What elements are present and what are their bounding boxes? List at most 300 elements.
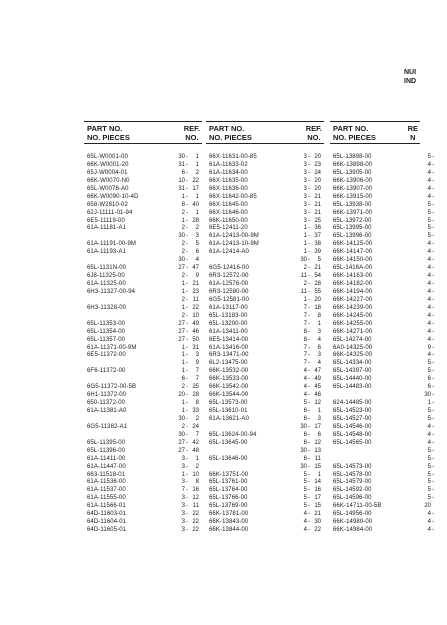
table-row: [330, 217, 434, 226]
ref-number: [297, 313, 323, 321]
part-number: 61A-11371-00-9M: [87, 344, 137, 351]
ref-number: [175, 368, 201, 376]
ref-item: 5: [317, 257, 321, 264]
ref-item: 40: [192, 201, 199, 208]
ref-dash: -: [432, 495, 434, 502]
parts-list: [84, 154, 202, 535]
ref-dash: -: [432, 368, 434, 375]
ref-dash: -: [308, 376, 310, 383]
parts-list: [330, 154, 434, 535]
part-number: 61A-13117-00: [209, 304, 248, 311]
ref-number: [421, 186, 447, 194]
table-row: [330, 273, 434, 281]
part-number: 6L2-13475-00: [209, 360, 248, 367]
ref-number: [297, 265, 323, 273]
ref-figure: 4: [427, 288, 431, 295]
table-row: [206, 424, 324, 432]
ref-number: [421, 424, 447, 432]
ref-figure: 10: [178, 177, 185, 184]
ref-dash: -: [308, 392, 310, 399]
table-row: [206, 249, 324, 257]
part-number: 65L-14578-00: [333, 471, 372, 478]
ref-dash: -: [186, 288, 188, 295]
ref-number: [421, 352, 447, 360]
ref-dash: -: [186, 296, 188, 303]
part-number: 66K-13542-00: [209, 384, 249, 391]
table-row: [84, 162, 202, 170]
ref-dash: -: [308, 201, 310, 208]
table-row: [84, 432, 202, 440]
ref-number: [175, 360, 201, 368]
ref-item: 22: [192, 511, 199, 518]
table-row: [206, 257, 324, 265]
ref-number: [175, 329, 201, 337]
ref-number: [175, 337, 201, 345]
ref-dash: -: [308, 265, 310, 272]
table-row: [84, 479, 202, 487]
part-number: 65L-1131N-00: [87, 265, 127, 272]
ref-figure: 1: [303, 233, 307, 240]
ref-number: [421, 464, 447, 472]
part-number: 6E5-11119-00: [87, 217, 125, 224]
part-number: 66K-14711-00-5B: [333, 503, 382, 510]
table-row: [84, 241, 202, 249]
part-number: 66K-14163-00: [333, 273, 373, 280]
table-row: [84, 337, 202, 345]
ref-figure: 4: [427, 265, 431, 272]
ref-item: 2: [195, 169, 199, 176]
part-number: 65L-14483-00: [333, 384, 372, 391]
ref-number: [297, 432, 323, 440]
part-number: 65L-14565-00: [333, 439, 372, 446]
part-number: 66K-14239-00: [333, 304, 373, 311]
ref-figure: 1: [181, 360, 185, 367]
ref-figure: 11: [300, 288, 307, 295]
ref-dash: -: [186, 161, 188, 168]
table-row: [84, 392, 202, 400]
header-pieces-line: NO. PIECES: [87, 133, 130, 142]
table-row: [330, 368, 434, 376]
ref-item: 25: [192, 384, 199, 391]
table-row: [206, 265, 324, 273]
ref-figure: 5: [427, 368, 431, 375]
ref-dash: -: [308, 185, 310, 192]
ref-dash: -: [308, 527, 310, 534]
ref-number: [175, 519, 201, 527]
part-number: 65L-13624-00-94: [209, 431, 257, 438]
ref-number: [421, 170, 447, 178]
ref-item: 28: [192, 392, 199, 399]
part-number: 65L-13183-00: [209, 312, 248, 319]
table-row: [330, 471, 434, 480]
part-number: 65L-14548-00: [333, 431, 372, 438]
part-number: 65L-11395-00: [87, 439, 126, 446]
ref-dash: -: [432, 320, 434, 327]
ref-item: 22: [192, 519, 199, 526]
ref-figure: 27: [178, 320, 185, 327]
table-row: [84, 281, 202, 289]
ref-dash: -: [186, 312, 188, 319]
ref-figure: 3: [181, 455, 185, 462]
ref-number: [421, 257, 447, 265]
part-number: 66K-W0090-10-4D: [87, 193, 139, 200]
ref-dash: -: [432, 519, 434, 526]
ref-item: 21: [192, 281, 199, 287]
part-number: 66K-W0001-20: [87, 161, 129, 168]
ref-dash: -: [308, 161, 310, 168]
part-number: 6E5-13414-00: [209, 336, 249, 343]
table-row: [206, 376, 324, 384]
ref-figure: 3: [181, 503, 185, 510]
ref-dash: -: [432, 487, 434, 494]
ref-dash: -: [308, 519, 310, 526]
table-row: [330, 463, 434, 472]
ref-dash: -: [432, 201, 434, 208]
ref-figure: 3: [303, 177, 307, 184]
ref-number: [297, 162, 323, 170]
part-number: 65L-13766-00: [209, 495, 248, 502]
ref-dash: -: [186, 185, 188, 192]
ref-item: 28: [192, 217, 199, 224]
ref-number: [175, 289, 201, 297]
ref-item: 3: [195, 352, 199, 359]
ref-dash: -: [308, 288, 310, 295]
part-number: 61A-11381-A0: [87, 408, 127, 414]
ref-dash: -: [432, 336, 434, 343]
table-row: [206, 313, 324, 321]
table-row: [84, 487, 202, 495]
ref-item: 20: [314, 177, 321, 184]
ref-number: [297, 527, 323, 535]
part-number: 66K-14147-00: [333, 249, 373, 256]
table-row: [84, 352, 202, 360]
ref-item: 2: [195, 463, 199, 470]
ref-number: [175, 178, 201, 186]
ref-dash: -: [432, 376, 434, 383]
ref-item: 21: [314, 193, 321, 200]
table-row: [330, 503, 431, 511]
ref-figure: 27: [178, 447, 185, 454]
table-row: [206, 464, 324, 472]
part-number: 61A-11633-02: [209, 161, 248, 168]
ref-figure: 30: [300, 423, 307, 430]
ref-figure: 2: [181, 249, 185, 256]
part-number: 61A-11325-00: [87, 281, 126, 287]
ref-number: [297, 424, 323, 432]
ref-item: 30: [314, 519, 321, 526]
ref-figure: 7: [303, 352, 307, 359]
ref-figure: 4: [427, 320, 431, 327]
ref-dash: -: [308, 423, 310, 430]
part-number: 6A0-14325-00: [333, 344, 373, 351]
table-row: [206, 511, 324, 519]
ref-item: 8: [317, 312, 321, 319]
column-header: [84, 121, 202, 144]
ref-dash: -: [432, 463, 434, 470]
table-row: [330, 495, 434, 503]
ref-dash: -: [432, 455, 434, 462]
ref-number: [175, 527, 201, 535]
part-number: 61A-13621-A0: [209, 415, 249, 422]
ref-figure: 4: [427, 423, 431, 430]
table-row: [330, 392, 434, 400]
ref-dash: -: [186, 400, 188, 407]
header-pieces-line: NO. PIECES: [333, 133, 376, 142]
ref-item: 36: [314, 225, 321, 232]
part-number: 66K-13843-00: [209, 519, 249, 526]
part-number: 624-14485-00: [333, 400, 372, 407]
ref-figure: 6: [181, 376, 185, 383]
ref-number: [175, 281, 201, 289]
table-row: [84, 360, 202, 368]
ref-number: [175, 194, 201, 202]
table-row: [206, 519, 324, 527]
ref-number: [297, 464, 323, 472]
ref-dash: -: [308, 344, 310, 351]
table-row: [206, 162, 324, 170]
ref-figure: 7: [303, 344, 307, 351]
ref-dash: -: [432, 217, 434, 224]
ref-item: 20: [314, 154, 321, 160]
ref-dash: -: [308, 495, 310, 502]
part-number: 61A-12414-A0: [209, 249, 249, 256]
ref-number: [175, 249, 201, 257]
part-number: 66K-14984-00: [333, 527, 373, 534]
ref-number: [421, 511, 447, 519]
ref-number: [175, 424, 201, 432]
table-row: [84, 257, 202, 265]
ref-figure: 4: [427, 169, 431, 176]
ref-number: [297, 384, 323, 392]
ref-figure: 7: [303, 320, 307, 327]
part-number: 61A-11566-01: [87, 503, 126, 510]
ref-number: [297, 400, 323, 408]
ref-item: 23: [314, 161, 321, 168]
ref-dash: -: [308, 154, 310, 160]
ref-figure: 2: [303, 265, 307, 272]
table-row: [84, 154, 202, 162]
ref-number: [175, 305, 201, 313]
ref-number: [175, 225, 201, 233]
ref-number: [297, 178, 323, 186]
table-row: [84, 170, 202, 178]
table-row: [84, 297, 202, 305]
ref-figure: 27: [178, 439, 185, 446]
ref-item: 37: [314, 233, 321, 240]
part-number: 65L-13764-00: [209, 487, 248, 494]
ref-figure: 4: [427, 193, 431, 200]
ref-item: 23: [192, 288, 199, 295]
ref-dash: -: [308, 233, 310, 240]
ref-number: [297, 210, 323, 218]
part-number: 66K-14227-00: [333, 296, 373, 303]
table-row: [330, 225, 434, 233]
column-header: [206, 121, 324, 144]
ref-figure: 27: [178, 328, 185, 335]
ref-figure: 30: [424, 392, 431, 399]
table-row: [206, 384, 324, 392]
ref-number: [297, 440, 323, 448]
ref-figure: 6: [303, 439, 307, 446]
ref-item: 21: [314, 209, 321, 216]
table-row: [84, 503, 202, 511]
ref-figure: 1: [181, 352, 185, 359]
part-number: 61A-11537-00: [87, 487, 126, 494]
table-row: [330, 281, 434, 289]
table-row: [206, 186, 324, 194]
table-row: [330, 384, 434, 392]
ref-dash: -: [308, 400, 310, 407]
part-number: 6H3-11327-00-94: [87, 288, 136, 295]
ref-number: [421, 305, 447, 313]
ref-number: [175, 503, 201, 511]
ref-number: [297, 519, 323, 527]
table-row: [84, 472, 202, 480]
ref-figure: 4: [427, 273, 431, 280]
ref-number: [421, 225, 447, 233]
table-row: [84, 464, 202, 472]
ref-number: [421, 527, 447, 535]
ref-dash: -: [186, 455, 188, 462]
part-number: 61A-11555-00: [87, 495, 126, 502]
ref-figure: 1: [181, 288, 185, 295]
ref-figure: 3: [181, 519, 185, 526]
ref-item: 7: [195, 431, 199, 438]
table-row: [330, 511, 434, 519]
ref-dash: -: [308, 352, 310, 359]
ref-number: [297, 233, 323, 241]
ref-dash: -: [432, 304, 434, 311]
ref-number: [175, 384, 201, 392]
ref-dash: -: [432, 384, 434, 391]
table-row: [330, 154, 434, 162]
ref-number: [175, 511, 201, 519]
part-number: 65L-13200-00: [209, 320, 248, 327]
ref-figure: 5: [303, 487, 307, 494]
ref-item: 24: [192, 423, 199, 430]
part-number: 65L-13905-00: [333, 169, 372, 176]
part-number: 65L-14546-00: [333, 423, 372, 430]
ref-figure: 1: [181, 368, 185, 375]
part-number: 6R3-12572-00: [209, 273, 249, 280]
ref-dash: -: [432, 225, 434, 232]
ref-figure: 30: [178, 415, 185, 422]
table-row: [206, 408, 324, 416]
ref-figure: 4: [303, 384, 307, 391]
table-row: [330, 423, 434, 432]
part-number: 66K-13907-00: [333, 185, 373, 192]
part-number: 6G5-12416-00: [209, 265, 249, 272]
ref-figure: 4: [427, 431, 431, 438]
ref-dash: -: [432, 344, 434, 351]
ref-item: 11: [192, 503, 199, 510]
ref-figure: 1: [303, 249, 307, 256]
table-row: [84, 519, 202, 527]
ref-dash: -: [308, 281, 310, 287]
ref-number: [297, 186, 323, 194]
ref-figure: 4: [427, 185, 431, 192]
ref-number: [421, 345, 447, 353]
ref-dash: -: [186, 320, 188, 327]
ref-number: [297, 154, 323, 162]
ref-figure: 30: [178, 257, 185, 264]
ref-item: 11: [314, 455, 321, 462]
header-ref-line: REF.: [305, 124, 322, 133]
part-number: 65L-13898-00: [333, 154, 372, 160]
ref-figure: 4: [427, 177, 431, 184]
ref-item: 14: [314, 479, 321, 486]
ref-number: [297, 218, 323, 226]
table-row: [206, 233, 324, 241]
ref-item: 38: [314, 241, 321, 248]
ref-number: [297, 448, 323, 456]
ref-item: 9: [195, 273, 199, 280]
ref-item: 1: [195, 161, 199, 168]
part-number: 66K-13898-00: [333, 161, 373, 168]
table-row: [330, 304, 434, 313]
ref-number: [421, 178, 447, 186]
ref-figure: 5: [427, 233, 431, 240]
ref-item: 8: [195, 400, 199, 407]
part-number: 663-11518-01: [87, 471, 126, 478]
ref-dash: -: [432, 471, 434, 478]
part-number: 65L-11357-00: [87, 336, 126, 343]
table-row: [330, 193, 434, 202]
ref-number: [297, 352, 323, 360]
ref-number: [297, 511, 323, 519]
ref-dash: -: [186, 384, 188, 391]
ref-figure: 6: [303, 455, 307, 462]
parts-list: [206, 154, 324, 535]
ref-number: [297, 241, 323, 249]
part-number: 65L-W0078-A0: [87, 185, 129, 192]
ref-figure: 4: [303, 376, 307, 383]
ref-number: [297, 416, 323, 424]
table-row: [84, 186, 202, 194]
part-number: 66K-14245-00: [333, 312, 373, 319]
ref-item: 8: [195, 479, 199, 486]
ref-figure: 1: [427, 400, 431, 407]
table-row: [206, 154, 324, 162]
ref-number: [175, 257, 201, 265]
ref-number: [175, 487, 201, 495]
ref-dash: -: [432, 328, 434, 335]
table-row: [84, 345, 202, 353]
ref-figure: 5: [427, 408, 431, 414]
ref-figure: 2: [303, 281, 307, 287]
part-number: 66K-14150-00: [333, 257, 373, 264]
ref-figure: 4: [303, 392, 307, 399]
ref-item: 3: [317, 328, 321, 335]
table-row: [206, 273, 324, 281]
ref-figure: 2: [181, 312, 185, 319]
table-row: [330, 288, 434, 297]
ref-figure: 5: [303, 400, 307, 407]
ref-item: 12: [192, 495, 199, 502]
ref-number: [297, 305, 323, 313]
part-number: 6J8-11325-00: [87, 273, 125, 280]
ref-number: [175, 495, 201, 503]
ref-figure: 3: [303, 154, 307, 160]
part-number: 66X-11645-00: [209, 201, 248, 208]
ref-item: 10: [192, 471, 199, 478]
ref-dash: -: [432, 479, 434, 486]
ref-item: 20: [314, 296, 321, 303]
table-row: [84, 305, 202, 313]
table-row: [84, 376, 202, 384]
part-number: 66K-13544-00: [209, 392, 249, 399]
ref-figure: 4: [427, 257, 431, 264]
